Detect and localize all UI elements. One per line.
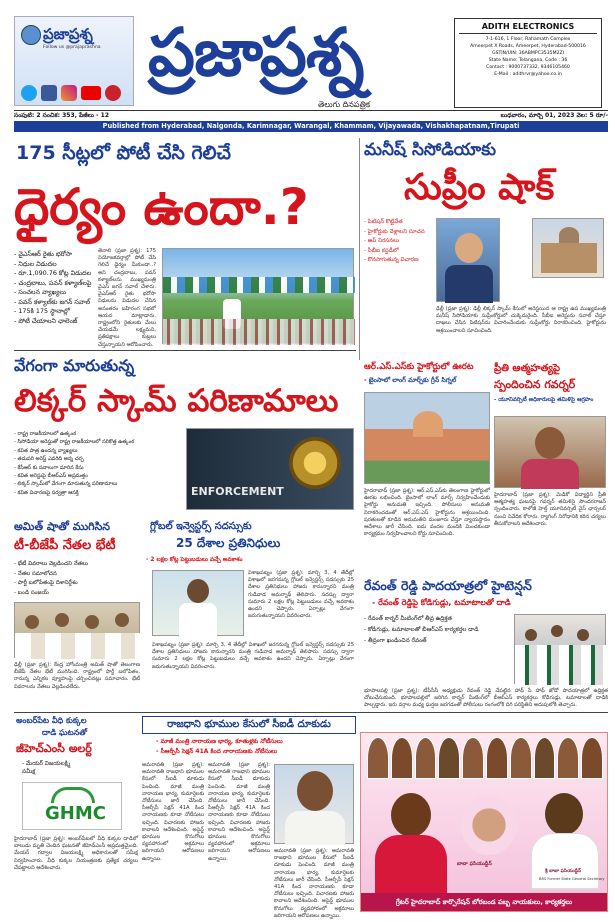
liquor-bullet: - సిసోడియా అరెస్టుతో రాష్ట్ర రాజకీయాలలో సరికొత్త ఉత్కంఠ <box>14 438 178 446</box>
leader-thumb <box>557 737 579 779</box>
revanth-photo[interactable] <box>514 614 606 684</box>
leader-thumb <box>391 737 413 779</box>
ghmc-logo-text: GHMC <box>45 803 106 824</box>
global-body: విశాఖపట్నం (ప్రజా ప్రశ్న): మార్చి 3, 4 తేదీల్లో విశాఖలో జరగనున్న గ్లోబల్ ఇన్వెస్టర్స్ సదస్సుకు 25 దేశాల ప్రతినిధులు హాజరు కానున్నారని మంత్రి గుడివాడ అమర్నాథ్ తెలిపారు. సదస్సు ద్వారా సుమారు 2 లక్షల కోట్ల పెట్టుబడులు వచ్చే అవకాశం ఉందని చెప్పారు. ఏర్పాట్లు వేగంగా జరుగుతున్నాయని వివరించారు. <box>248 570 354 620</box>
lead-bullet: - పోటీ చేయాలని ఛాలెంజ్ <box>14 317 94 327</box>
ad-line1: 7-1-616, 1 Floor, Rahamath Complex <box>485 37 571 42</box>
liquor-bullet: - కవిత పాత్ర ఉందన్న వ్యాఖ్యలు <box>14 447 178 455</box>
ad-name-left: బాబా ఫసియుద్దీన్ <box>457 861 492 867</box>
leader-thumb <box>438 737 460 779</box>
preethi-story[interactable] <box>494 362 608 572</box>
cid-story[interactable] <box>142 716 356 919</box>
sisodia-bullet: - కొనసాగుతున్న విచారణ <box>364 256 428 266</box>
lead-body: తెనాలి (ప్రజా ప్రశ్న): 175 నియోజకవర్గాల్లో పోటీ చేసి గెలిచే ధైర్యం మీకుందా..? అని చంద్రబాబు, పవన్ కళ్యాణ్‌లను ముఖ్యమంత్రి వైఎస్ జగన్ సవాల్ చేశారు. వైఎస్ఆర్ రైతు భరోసా నిధులను విడుదల చేసిన అనంతరం బహిరంగ సభలో ఆయన మాట్లాడారు. రాష్ట్రంలోని రైతులకు మేలు చేయడమే లక్ష్యమని, ప్రతిపక్షాలు కుట్రలు చేస్తున్నాయని ఆరోపించారు. <box>98 248 156 348</box>
revanth-sub: - రేవంత్ రెడ్డిపై కోడిగుడ్లు, టమాటాలతో దాడి <box>372 598 511 607</box>
ad-gstin: GSTIN/UIN: 36ABMPC3535M2ZI <box>492 51 564 56</box>
preethi-sub: - యూనివర్సిటీ అధికారులపై తమిళిసై ఆగ్రహం <box>494 397 594 403</box>
leader-thumb <box>462 737 484 779</box>
column-divider <box>359 138 360 360</box>
sisodia-story[interactable] <box>364 138 608 360</box>
twitter-icon[interactable] <box>21 85 37 101</box>
governor-photo[interactable] <box>494 416 606 488</box>
cid-bullet-2: - సీఆర్పీసీ సెక్షన్ 41A కింద నారాయణకు నోటీసులు <box>156 748 278 755</box>
revanth-bullets <box>364 614 510 647</box>
instagram-icon[interactable] <box>61 85 77 101</box>
ghmc-logo-arc <box>51 787 95 803</box>
liquor-bullet: - కేసీఆర్ కు సవాలుగా మారిన కేసు <box>14 464 178 472</box>
lead-photo[interactable] <box>162 248 354 344</box>
amit-shah-bullets <box>14 560 140 598</box>
amit-bullet: - నేతల సమాలోచన <box>14 570 140 580</box>
amit-bullet: - బండి సంజయ్ <box>14 589 140 599</box>
editions-bar <box>14 121 608 132</box>
liquor-headline: లిక్కర్ స్కామ్ పరిణామాలు <box>14 383 339 419</box>
lead-kicker: 175 సీట్లలో పోటీ చేసి గెలిచే <box>16 142 231 164</box>
narayana-photo[interactable] <box>274 764 354 844</box>
sisodia-headline: సుప్రీం షాక్ <box>404 167 555 208</box>
ad-name-right: శ్రీ బాబా ఫసియుద్దీన్ <box>545 869 582 874</box>
sisodia-photo[interactable] <box>436 218 500 302</box>
ad-title-right: BRS Former State General Secretary <box>539 877 605 881</box>
lead-bullet: - వైఎస్ఆర్ రైతు భరోసా <box>14 250 94 260</box>
revanth-story[interactable] <box>364 578 608 730</box>
social-icons <box>21 85 121 101</box>
ed-photo-text: ENFORCEMENT <box>191 485 284 498</box>
amit-bullet: - భేటీ వివరాలు వెల్లడించని నేతలు <box>14 560 140 570</box>
supreme-court-photo[interactable] <box>532 218 604 278</box>
cid-body-2: అమరావతి (ప్రజా ప్రశ్న): అమరావతి రాజధాని భూముల కేసులో సీఐడీ దూకుడు పెంచింది. మాజీ మంత్రి నారాయణ భార్య, కుమార్తెలకు నోటీసులు జారీ చేసింది. సీఆర్పీసీ సెక్షన్ 41A కింద నారాయణకు కూడా నోటీసులు ఇచ్చింది. విచారణకు హాజరు కావాలని ఆదేశించింది. అసైన్డ్ భూముల కొనుగోలు వ్యవహారంలో అక్రమాలు జరిగాయని ఆరోపణలు ఉన్నాయి. <box>208 762 270 862</box>
minister-photo[interactable] <box>152 570 244 636</box>
revanth-bullet: - కోడిగుడ్లు, టమాటాలతో బీఆర్ఎస్ కార్యకర్తల దాడి <box>364 625 510 636</box>
revanth-headline: రేవంత్ రెడ్డి పాదయాత్రలో హైటెన్షన్ <box>364 578 532 593</box>
facebook-icon[interactable] <box>41 85 57 101</box>
leader-thumb <box>534 737 556 779</box>
issue-info: సంపుటి: 2 సంచిక: 353, పేజీలు - 12 <box>14 112 109 119</box>
sisodia-bullet: - పిటిషన్ కొట్టివేత <box>364 218 428 228</box>
revanth-bullet: - తీవ్రంగా ఖండించిన రేవంత్ <box>364 636 510 647</box>
section-divider <box>14 712 608 713</box>
sisodia-bullets <box>364 218 428 266</box>
ad-caption-bar <box>361 893 607 911</box>
cid-body-3: అమరావతి (ప్రజా ప్రశ్న): అమరావతి రాజధాని భూముల కేసులో సీఐడీ దూకుడు పెంచింది. మాజీ మంత్రి నారాయణ భార్య, కుమార్తెలకు నోటీసులు జారీ చేసింది. సీఆర్పీసీ సెక్షన్ 41A కింద నారాయణకు కూడా నోటీసులు ఇచ్చింది. విచారణకు హాజరు కావాలని ఆదేశించింది. అసైన్డ్ భూముల కొనుగోలు వ్యవహారంలో అక్రమాలు జరిగాయని ఆరోపణలు ఉన్నాయి. <box>274 848 354 919</box>
leader-thumb <box>415 737 437 779</box>
leader-thumb <box>581 737 603 779</box>
editions-text: Published from Hyderabad, Nalgonda, Karimnagar, Warangal, Khammam, Vijayawada, Vishakhapatnam,Tirupati <box>102 122 520 130</box>
liquor-bullet: - కవిత అరెస్టుపై బీఆర్ఎస్ అప్రమత్తం <box>14 472 178 480</box>
ad-contact: Contact : 9000737332, 9346105460 <box>486 65 570 70</box>
dateline-bar <box>14 110 608 120</box>
lead-bullet: - సంచలన వ్యాఖ్యలు <box>14 288 94 298</box>
leaders-row <box>367 737 603 779</box>
masthead <box>8 8 608 108</box>
amit-shah-kicker: అమిత్ షాతో ముగిసిన <box>14 520 111 533</box>
rs-sub: - బైంసాలో లాంగ్ మార్చ్‌కు గ్రీన్ సిగ్నల్ <box>364 376 457 384</box>
rs-body: హైదరాబాద్ (ప్రజా ప్రశ్న): ఆర్.ఎస్.ఎస్‌కు తెలంగాణ హైకోర్టులో ఊరట లభించింది. బైంసాలో లాంగ్ మార్చ్ నిర్వహించేందుకు హైకోర్టు అనుమతి ఇచ్చింది. పోలీసులు అనుమతి నిరాకరించడంతో ఆర్.ఎస్.ఎస్ హైకోర్టును ఆశ్రయించింది. షరతులతో కూడిన అనుమతిని మంజూరు చేస్తూ న్యాయస్థానం ఆదేశాలు జారీ చేసింది. ఐదు వందల మందికి మించకుండా కార్యక్రమం నిర్వహించాలని కోర్టు సూచించింది. <box>364 488 490 538</box>
lead-story[interactable] <box>14 138 356 348</box>
lead-bullet: - నిధుల విడుదల <box>14 260 94 270</box>
leader-thumb <box>510 737 532 779</box>
revanth-bullet: - రేవంత్ కార్నర్ మీటింగ్‌లో తీవ్ర ఉద్రిక్తత <box>364 614 510 625</box>
adith-ad[interactable] <box>454 18 602 108</box>
lead-headline: ధైర్యం ఉందా.? <box>14 178 309 236</box>
cid-headline-box <box>142 716 356 734</box>
global-kicker: గ్లోబల్ ఇన్వెస్టర్స్ సదస్సుకు <box>150 521 252 532</box>
center-portrait <box>461 795 517 855</box>
ghmc-headline: జీహెచ్ఎంసీ అలర్ట్ <box>16 742 92 755</box>
liquor-bullet: - రాష్ట్ర రాజకీయాలలో ఉత్కంఠ <box>14 430 178 438</box>
ghmc-story[interactable] <box>14 716 138 912</box>
high-court-photo[interactable] <box>364 392 490 484</box>
masthead-title: ప్రజాప్రశ్న <box>148 14 364 91</box>
lead-bullets <box>14 250 94 326</box>
cid-bullet-1: - మాజీ మంత్రి నారాయణ భార్య, కూతుళ్లకు నోటీసులు <box>156 738 283 745</box>
small-logo-sub: Follow us @prajaprashna <box>43 45 101 50</box>
ad-email: E-Mail : adithrvr@yahoo.co.in <box>494 72 562 77</box>
preethi-headline: స్పందించిన గవర్నర్ <box>494 378 576 391</box>
amit-bullet: - పార్టీ బలోపేతంపై దిశానిర్దేశం <box>14 579 140 589</box>
lead-bullet: - 175కి 175 స్థానాల్లో <box>14 307 94 317</box>
ghmc-kicker2: దాడి ఘటనతో <box>42 728 88 737</box>
preethi-body: హైదరాబాద్ (ప్రజా ప్రశ్న): మెడికో విద్యార్థిని ప్రీతి ఆత్మహత్య ఘటనపై గవర్నర్ తమిళిసై సౌందరరాజన్ స్పందించారు. కాళోజీ హెల్త్ యూనివర్సిటీ వైస్ ఛాన్సలర్ నుంచి నివేదిక కోరారు. ర్యాగింగ్ నిరోధానికి కఠిన చర్యలు తీసుకోవాలని ఆదేశించారు. <box>494 492 606 527</box>
ad-caption: గ్రేటర్ హైదరాబాద్ కార్పొరేషన్ బోరబండ పబ్బ నాయకులు, కార్యకర్తలు <box>395 898 573 906</box>
pinterest-icon[interactable] <box>105 85 121 101</box>
sisodia-kicker: మనీష్ సిసోడియాకు <box>364 140 496 160</box>
global-investors-story[interactable] <box>146 520 356 708</box>
amit-shah-headline: టీ-బీజేపీ నేతల భేటీ <box>14 538 116 553</box>
liquor-kicker: వేగంగా మారుతున్న <box>14 356 135 375</box>
globe-icon <box>21 25 41 45</box>
ad-line2: Ameerpet X Roads, Ameerpet, Hyderabad-500016 <box>470 44 586 49</box>
rs-story[interactable] <box>364 362 492 572</box>
lead-bullet: - రూ.1,090.76 కోట్ల విడుదల <box>14 269 94 279</box>
ghmc-logo[interactable] <box>22 782 122 830</box>
birthday-ad[interactable] <box>360 732 608 912</box>
liquor-bullet: - లిక్కర్ స్కామ్‌లో వేగంగా మారుతున్న పరిణామాలు <box>14 480 178 488</box>
liquor-story[interactable] <box>14 354 356 516</box>
sisodia-body: ఢిల్లీ (ప్రజా ప్రశ్న): ఢిల్లీ లిక్కర్ స్కామ్ కేసులో అరెస్టయిన ఆ రాష్ట్ర ఉప ముఖ్యమంత్రి మనీష్ సిసోడియాకు సుప్రీంకోర్టులో చుక్కెదురైంది. సీబీఐ అరెస్టును సవాల్ చేస్తూ దాఖలు చేసిన పిటిషన్‌ను విచారించేందుకు సుప్రీంకోర్టు నిరాకరించింది. హైకోర్టును ఆశ్రయించాలని సూచించింది. <box>436 306 606 334</box>
woman-leader-photo <box>369 785 453 893</box>
liquor-bullet: - కవిత విచారణపై సర్వత్రా ఆసక్తి <box>14 489 178 497</box>
cid-headline: రాజధాని భూముల కేసులో సీఐడీ దూకుడు <box>167 719 331 730</box>
masthead-tagline: తెలుగు దినపత్రిక <box>318 100 371 109</box>
ed-photo[interactable] <box>186 428 354 510</box>
global-sub: - 2 లక్షల కోట్ల పెట్టుబడులు వచ్చే అవకాశం <box>146 557 243 563</box>
section-divider <box>14 350 356 351</box>
ad-name: ADITH ELECTRONICS <box>459 22 597 34</box>
liquor-bullets <box>14 430 178 497</box>
lead-bullet: - చంద్రబాబు, పవన్ కళ్యాణ్‌లపై <box>14 279 94 289</box>
liquor-bullet: - తదుపరి అరెస్ట్ ఎవరిది అన్న చర్చ <box>14 455 178 463</box>
amit-shah-body: ఢిల్లీ (ప్రజా ప్రశ్న): కేంద్ర హోంమంత్రి అమిత్ షాతో తెలంగాణ బీజేపీ నేతల భేటీ ముగిసింది. రాష్ట్రంలో పార్టీ బలోపేతం, రానున్న ఎన్నికల వ్యూహంపై చర్చించినట్లు సమాచారం. భేటీ వివరాలను నేతలు వెల్లడించలేదు. <box>14 662 140 690</box>
ghmc-bullet-1: - మేయర్ విజయలక్ష్మి <box>22 761 71 767</box>
bjp-leaders-photo[interactable] <box>14 602 140 658</box>
preethi-kicker: ప్రీతి ఆత్మహత్యపై <box>494 363 561 374</box>
lead-bullet: - పవన్ కళ్యాణ్‌కు జగన్ సవాల్ <box>14 298 94 308</box>
small-logo-text: ప్రజాప్రశ్న <box>43 25 93 43</box>
ghmc-bullet-2: సమీక్ష <box>22 769 36 775</box>
issue-date: బుధవారం, మార్చి 01, 2023 వెల: 5 రూ/- <box>500 112 608 119</box>
sisodia-bullet: - సీబీఐ కస్టడీలో <box>364 247 428 257</box>
leader-thumb <box>486 737 508 779</box>
rs-kicker: ఆర్.ఎస్.ఎస్‌కు హైకోర్టులో ఊరట <box>364 362 474 372</box>
global-headline: 25 దేశాల ప్రతినిధులు <box>176 536 281 550</box>
small-logo-box[interactable] <box>14 16 134 106</box>
ad-state: State Name: Telangana, Code : 36 <box>488 58 568 63</box>
revanth-body: భూపాలపల్లి (ప్రజా ప్రశ్న): టీపీసీసీ అధ్యక్షుడు రేవంత్ రెడ్డి చేపట్టిన హాథ్ సే హాథ్ జోడో పాదయాత్రలో ఉద్రిక్తత చోటుచేసుకుంది. భూపాలపల్లిలో జరిగిన కార్నర్ మీటింగ్‌లో బీఆర్ఎస్ కార్యకర్తలు కోడిగుడ్లు, టమాటాలతో దాడికి పాల్పడ్డారు. ఇరు వర్గాల మధ్య ఘర్షణ జరగడంతో పోలీసులు రంగంలోకి దిగి పరిస్థితిని అదుపులోకి తెచ్చారు. <box>364 688 608 709</box>
amit-shah-story[interactable] <box>14 520 142 708</box>
youtube-icon[interactable] <box>81 86 101 100</box>
cid-body: అమరావతి (ప్రజా ప్రశ్న): అమరావతి రాజధాని భూముల కేసులో సీఐడీ దూకుడు పెంచింది. మాజీ మంత్రి నారాయణ భార్య, కుమార్తెలకు నోటీసులు జారీ చేసింది. సీఆర్పీసీ సెక్షన్ 41A కింద నారాయణకు కూడా నోటీసులు ఇచ్చింది. విచారణకు హాజరు కావాలని ఆదేశించింది. అసైన్డ్ భూముల కొనుగోలు వ్యవహారంలో అక్రమాలు జరిగాయని ఆరోపణలు ఉన్నాయి. <box>142 762 204 862</box>
leader-thumb <box>367 737 389 779</box>
ghmc-body: హైదరాబాద్ (ప్రజా ప్రశ్న): అంబర్‌పేటలో వీధి కుక్కల దాడిలో బాలుడు మృతి చెందిన ఘటనతో జీహెచ్ఎంసీ అప్రమత్తమైంది. మేయర్ గద్వాల విజయలక్ష్మి అధికారులతో సమీక్ష నిర్వహించారు. వీధి కుక్కల నియంత్రణకు ప్రత్యేక చర్యలు చేపట్టాలని ఆదేశించారు. <box>14 836 138 871</box>
ghmc-kicker: అంబర్‌పేట వీధి కుక్కల <box>16 716 87 725</box>
sisodia-bullet: - ఆప్ నిరసనలు <box>364 237 428 247</box>
sisodia-bullet: - హైకోర్టుకు వెళ్లాలని సూచన <box>364 228 428 238</box>
ed-emblem-icon <box>289 437 341 489</box>
global-body-cont: విశాఖపట్నం (ప్రజా ప్రశ్న): మార్చి 3, 4 తేదీల్లో విశాఖలో జరగనున్న గ్లోబల్ ఇన్వెస్టర్స్ సదస్సుకు 25 దేశాల ప్రతినిధులు హాజరు కానున్నారని మంత్రి గుడివాడ అమర్నాథ్ తెలిపారు. సదస్సు ద్వారా సుమారు 2 లక్షల కోట్ల పెట్టుబడులు వచ్చే అవకాశం ఉందని చెప్పారు. ఏర్పాట్లు వేగంగా జరుగుతున్నాయని వివరించారు. <box>152 642 354 670</box>
